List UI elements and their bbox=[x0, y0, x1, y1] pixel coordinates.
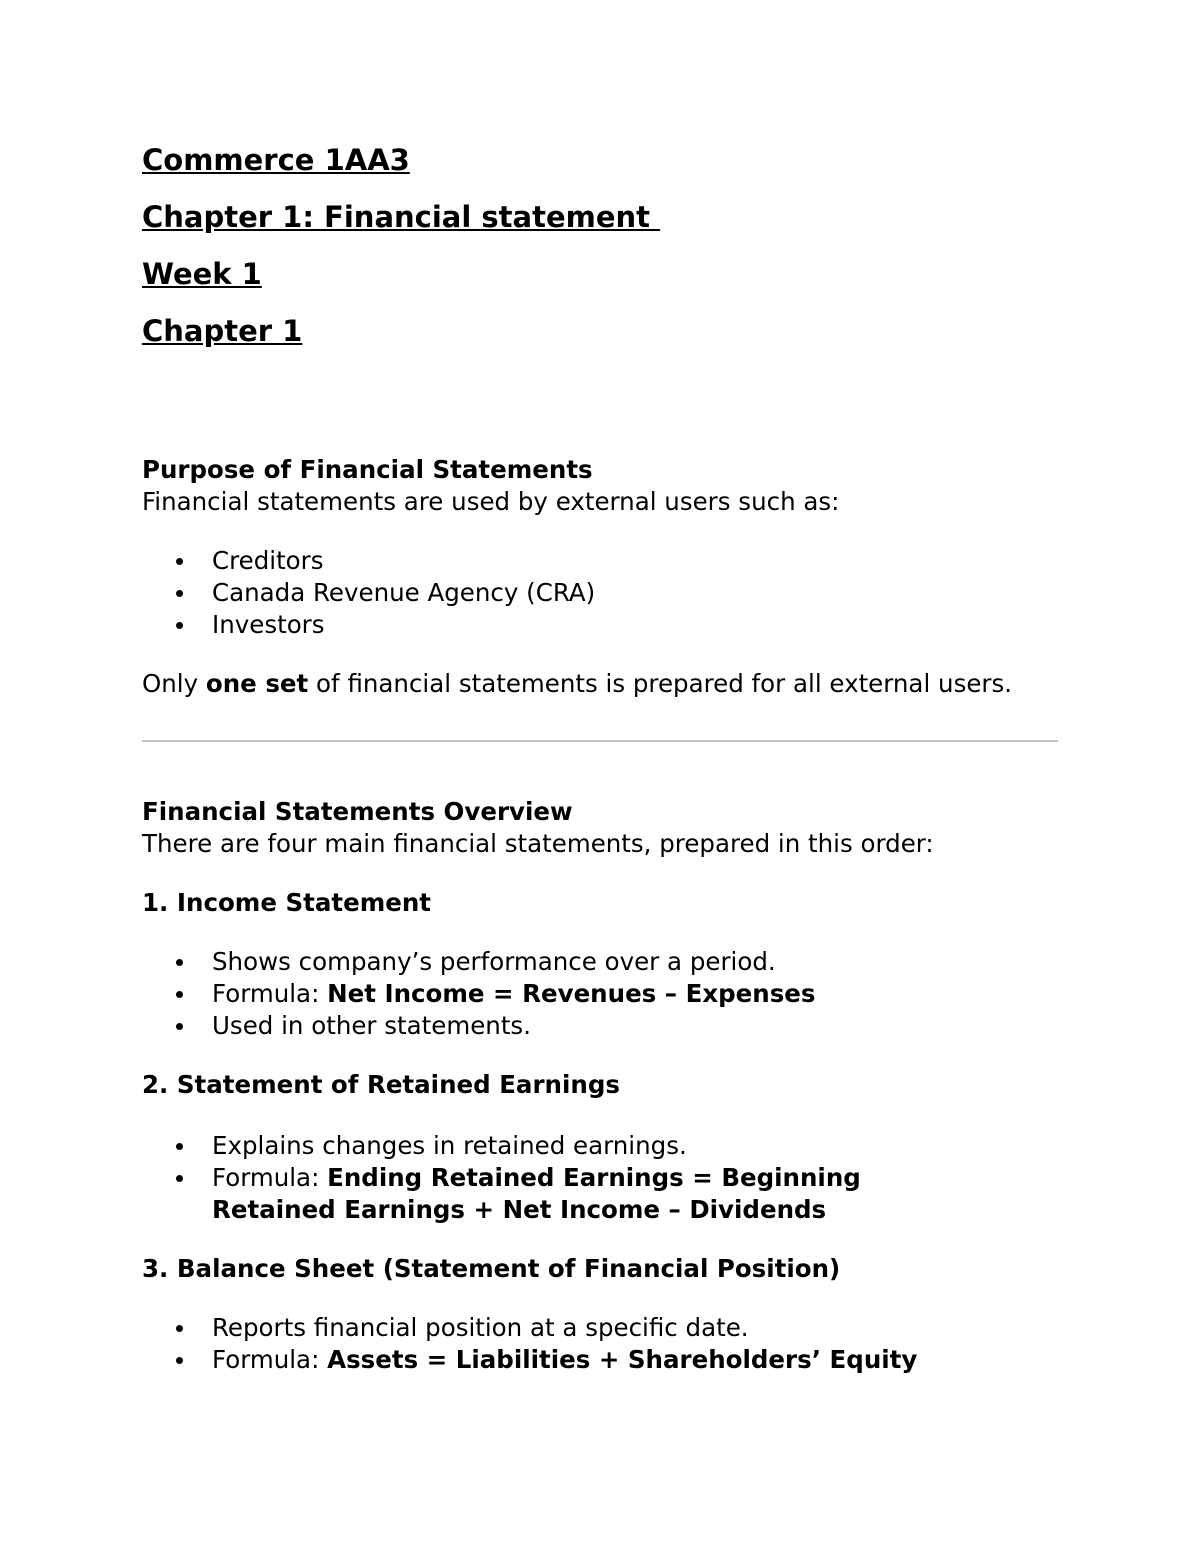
list-item-text: Shows company’s performance over a period. bbox=[212, 947, 776, 976]
note-text-pre: Only bbox=[142, 669, 206, 698]
formula-text-line2: Retained Earnings + Net Income – Dividends bbox=[212, 1195, 827, 1224]
bullet-icon bbox=[176, 1357, 183, 1364]
income-statement-title: 1. Income Statement bbox=[142, 888, 431, 917]
overview-title: Financial Statements Overview bbox=[142, 797, 573, 826]
bullet-icon bbox=[176, 959, 183, 966]
formula-label: Formula: bbox=[212, 1345, 328, 1374]
purpose-note bbox=[142, 668, 1062, 700]
list-item-text: Canada Revenue Agency (CRA) bbox=[212, 578, 596, 607]
note-text-bold: one set bbox=[205, 669, 309, 698]
list-item bbox=[142, 1312, 1062, 1344]
bullet-icon bbox=[176, 1143, 183, 1150]
formula-label: Formula: bbox=[212, 1163, 328, 1192]
external-users-list bbox=[142, 545, 1062, 641]
balance-sheet-title: 3. Balance Sheet (Statement of Financial Position) bbox=[142, 1254, 841, 1283]
document-page bbox=[142, 140, 1062, 1376]
purpose-title: Purpose of Financial Statements bbox=[142, 455, 593, 484]
income-statement-list bbox=[142, 946, 1062, 1042]
list-item bbox=[142, 609, 1062, 641]
balance-sheet-list bbox=[142, 1312, 1062, 1376]
list-item bbox=[142, 978, 1062, 1010]
bullet-icon bbox=[176, 590, 183, 597]
bullet-icon bbox=[176, 991, 183, 998]
formula-label: Formula: bbox=[212, 979, 328, 1008]
overview-intro: There are four main financial statements, prepared in this order: bbox=[142, 829, 934, 858]
list-item bbox=[142, 545, 1062, 577]
list-item-text: Investors bbox=[212, 610, 325, 639]
bullet-icon bbox=[176, 1023, 183, 1030]
list-item-text: Reports financial position at a specific date. bbox=[212, 1313, 749, 1342]
formula-text: Net Income = Revenues – Expenses bbox=[327, 979, 816, 1008]
chapter-title-heading: Chapter 1: Financial statement bbox=[142, 200, 661, 234]
bullet-icon bbox=[176, 622, 183, 629]
week-heading: Week 1 bbox=[142, 257, 262, 291]
list-item bbox=[142, 1130, 1062, 1162]
list-item bbox=[142, 1162, 1062, 1226]
list-item bbox=[142, 946, 1062, 978]
list-item bbox=[142, 1010, 1062, 1042]
formula-text: Assets = Liabilities + Shareholders’ Equity bbox=[327, 1345, 918, 1374]
bullet-icon bbox=[176, 1325, 183, 1332]
chapter-heading: Chapter 1 bbox=[142, 314, 303, 348]
bullet-icon bbox=[176, 1175, 183, 1182]
purpose-intro: Financial statements are used by external users such as: bbox=[142, 487, 840, 516]
list-item-text: Creditors bbox=[212, 546, 324, 575]
list-item-text: Used in other statements. bbox=[212, 1011, 531, 1040]
retained-earnings-list bbox=[142, 1130, 1062, 1226]
list-item bbox=[142, 1344, 1062, 1376]
course-heading: Commerce 1AA3 bbox=[142, 143, 410, 177]
note-text-post: of financial statements is prepared for all external users. bbox=[308, 669, 1013, 698]
retained-earnings-title: 2. Statement of Retained Earnings bbox=[142, 1070, 620, 1099]
list-item-text: Explains changes in retained earnings. bbox=[212, 1131, 687, 1160]
bullet-icon bbox=[176, 558, 183, 565]
list-item bbox=[142, 577, 1062, 609]
formula-text-line1: Ending Retained Earnings = Beginning bbox=[327, 1163, 861, 1192]
